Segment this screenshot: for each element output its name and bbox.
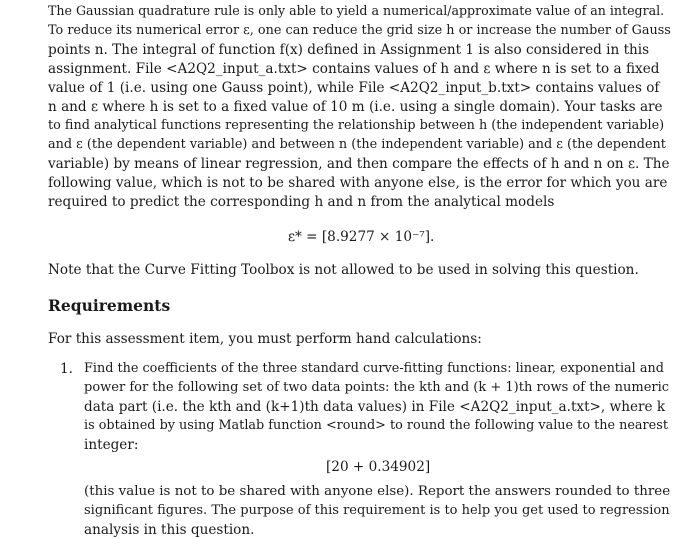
round-equation: [20 + 0.34902]	[326, 459, 431, 475]
intro-line: variable) by means of linear regression, and then compare the effects of h and n on ε. The	[48, 156, 670, 172]
toolbox-note: Note that the Curve Fitting Toolbox is not allowed to be used in solving this question.	[48, 262, 639, 278]
item-line: integer:	[84, 437, 139, 453]
item-line: power for the following set of two data points: the kth and (k + 1)th rows of the numeric	[84, 380, 670, 395]
requirements-heading: Requirements	[48, 296, 171, 315]
item-line: Find the coefficients of the three standard curve-fitting functions: linear, exponential and	[84, 361, 664, 376]
item-number: 1.	[60, 361, 73, 377]
target-equation: ε* = [8.9277 × 10⁻⁷].	[288, 229, 435, 245]
intro-line: to find analytical functions representing the relationship between h (the independent variable)	[48, 118, 665, 133]
intro-line: n and ε where h is set to a fixed value of 10 m (i.e. using a single domain). Your tasks are	[48, 99, 663, 115]
intro-line: assignment. File <A2Q2_input_a.txt> contains values of h and ε where n is set to a fixed	[48, 61, 660, 77]
item-line: is obtained by using Matlab function <round> to round the following value to the nearest	[84, 418, 668, 433]
intro-line: To reduce its numerical error ε, one can reduce the grid size h or increase the number of Gauss	[48, 23, 671, 38]
intro-line: points n. The integral of function f(x) defined in Assignment 1 is also considered in this	[48, 42, 650, 58]
item-after-line: significant figures. The purpose of this requirement is to help you get used to regression	[84, 503, 670, 518]
requirements-intro: For this assessment item, you must perform hand calculations:	[48, 331, 482, 347]
intro-line: following value, which is not to be shared with anyone else, is the error for which you are	[48, 175, 668, 191]
item-line: data part (i.e. the kth and (k+1)th data values) in File <A2Q2_input_a.txt>, where k	[84, 399, 666, 415]
intro-line: value of 1 (i.e. using one Gauss point), while File <A2Q2_input_b.txt> contains values of	[48, 80, 660, 96]
item-after-line: (this value is not to be shared with anyone else). Report the answers rounded to three	[84, 484, 671, 499]
intro-line: and ε (the dependent variable) and between n (the independent variable) and ε (the dependent	[48, 137, 666, 152]
item-after-line: analysis in this question.	[84, 522, 255, 538]
intro-line: The Gaussian quadrature rule is only able to yield a numerical/approximate value of an integral.	[48, 3, 665, 18]
intro-line: required to predict the corresponding h and n from the analytical models	[48, 194, 555, 210]
